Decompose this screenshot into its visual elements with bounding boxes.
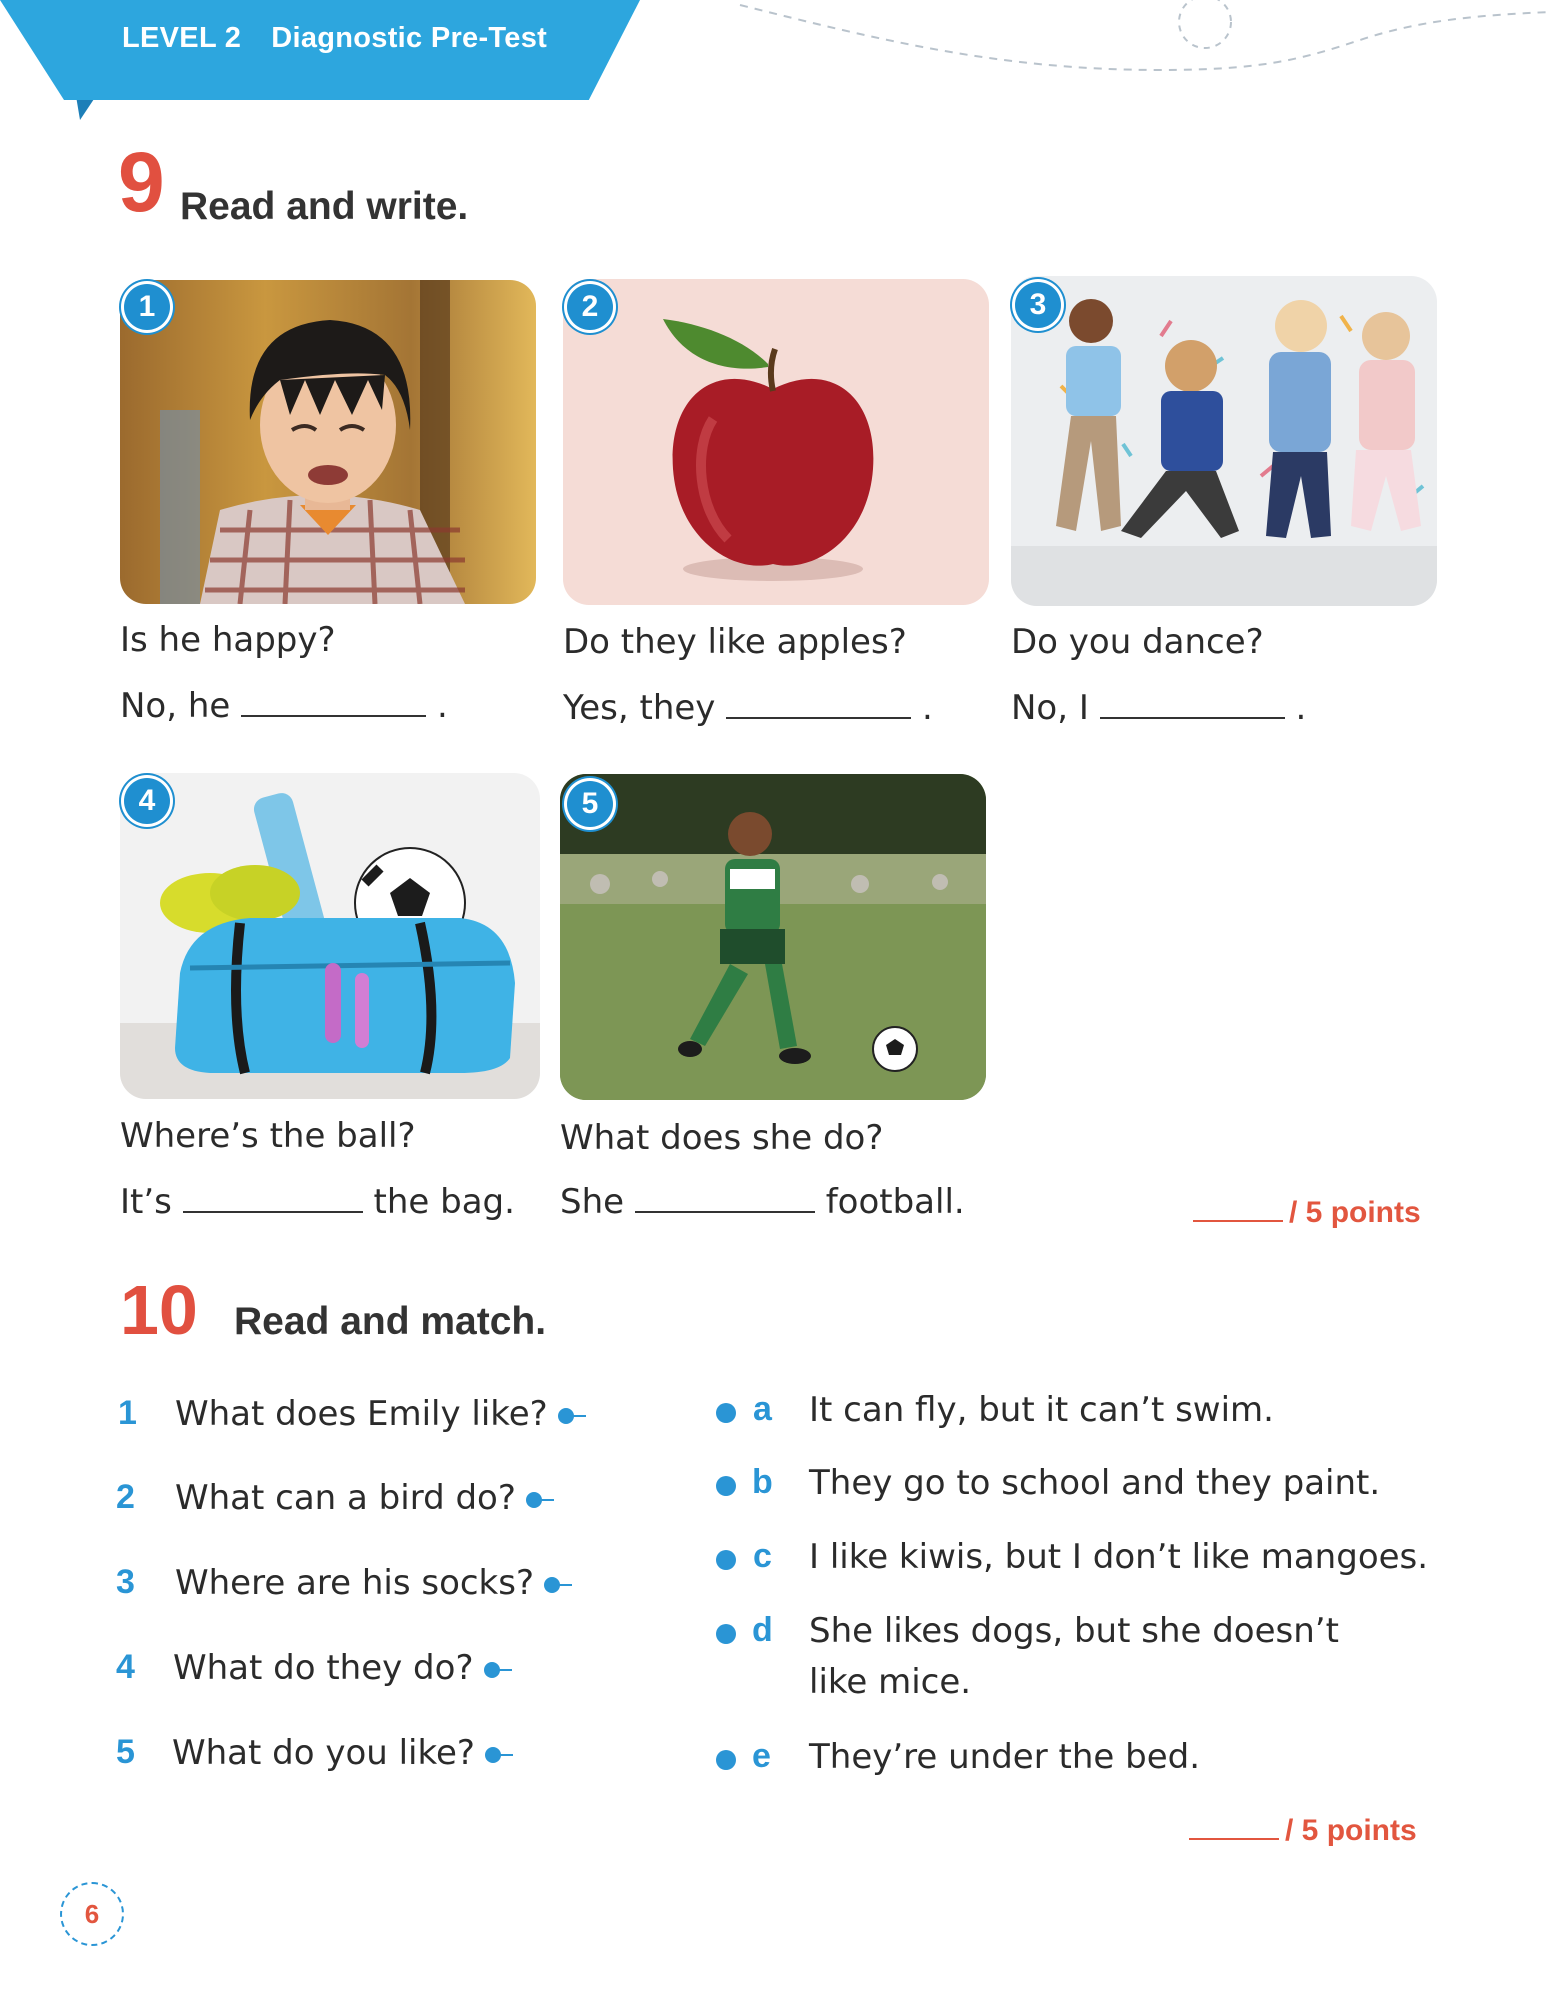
match-dot-5[interactable] [485, 1747, 501, 1763]
match-question-3-text: Where are his socks? [175, 1563, 535, 1603]
answer-3-start: No, I [1011, 688, 1089, 728]
answer-1-start: No, he [120, 686, 231, 726]
answer-3-end: . [1295, 688, 1307, 728]
match-question-number-4: 4 [116, 1648, 135, 1686]
match-answer-letter-e: e [752, 1737, 771, 1775]
match-answer-dot-c[interactable] [716, 1550, 736, 1570]
match-question-4-text: What do they do? [173, 1648, 474, 1688]
answer-1-blank[interactable] [241, 715, 426, 717]
item-badge-5: 5 [567, 781, 613, 827]
answer-line-4 [120, 1182, 515, 1222]
match-answer-letter-c: c [753, 1537, 772, 1575]
item-badge-2: 2 [567, 284, 613, 330]
match-question-1-text: What does Emily like? [175, 1394, 548, 1434]
answer-1-end: . [436, 686, 448, 726]
answer-2-start: Yes, they [563, 688, 716, 728]
section-9-score-blank[interactable] [1193, 1220, 1283, 1222]
question-4: Where’s the ball? [120, 1116, 416, 1156]
match-question-number-1: 1 [118, 1394, 137, 1432]
match-question-1 [175, 1394, 574, 1434]
level-label: LEVEL 2 [122, 22, 242, 54]
section-10-number: 10 [120, 1271, 198, 1349]
match-answer-e: They’re under the bed. [809, 1737, 1200, 1777]
match-dot-2[interactable] [526, 1492, 542, 1508]
match-question-2 [175, 1478, 542, 1518]
match-answer-d-line2: like mice. [809, 1662, 972, 1702]
answer-line-2 [563, 688, 933, 728]
photo-sports-bag [120, 773, 540, 1099]
match-answer-letter-d: d [752, 1611, 773, 1649]
match-answer-a: It can fly, but it can’t swim. [809, 1390, 1274, 1430]
header-text [122, 22, 547, 55]
item-badge-1: 1 [124, 284, 170, 330]
question-3: Do you dance? [1011, 622, 1264, 662]
answer-2-end: . [922, 688, 933, 728]
match-answer-dot-a[interactable] [716, 1403, 736, 1423]
photo-red-apple [563, 279, 989, 605]
match-question-number-3: 3 [116, 1563, 135, 1601]
match-question-number-2: 2 [116, 1478, 135, 1516]
answer-4-start: It’s [120, 1182, 172, 1222]
answer-2-blank[interactable] [726, 717, 911, 719]
item-badge-3: 3 [1015, 282, 1061, 328]
answer-4-end: the bag. [373, 1182, 515, 1222]
match-answer-letter-b: b [752, 1463, 773, 1501]
section-9-number: 9 [118, 135, 165, 229]
section-10-points-label: / 5 points [1285, 1814, 1417, 1847]
answer-3-blank[interactable] [1100, 717, 1285, 719]
match-answer-c: I like kiwis, but I don’t like mangoes. [809, 1537, 1429, 1577]
answer-4-blank[interactable] [183, 1211, 363, 1213]
section-9-points [1193, 1196, 1421, 1230]
decorative-dashed-line [700, 0, 1550, 90]
test-title: Diagnostic Pre-Test [271, 22, 548, 54]
answer-line-5 [560, 1182, 965, 1222]
match-question-5 [172, 1733, 501, 1773]
match-dot-4[interactable] [484, 1662, 500, 1678]
match-question-2-text: What can a bird do? [175, 1478, 516, 1518]
page-number-text: 6 [84, 1898, 100, 1929]
match-answer-dot-d[interactable] [716, 1624, 736, 1644]
photo-crying-boy [120, 280, 536, 604]
match-question-4 [173, 1648, 500, 1688]
section-10-score-blank[interactable] [1189, 1838, 1279, 1840]
match-question-number-5: 5 [116, 1733, 135, 1771]
question-5: What does she do? [560, 1118, 884, 1158]
page-number [60, 1882, 124, 1946]
answer-line-1 [120, 686, 448, 726]
question-2: Do they like apples? [563, 622, 907, 662]
answer-5-blank[interactable] [635, 1211, 815, 1213]
section-10-points [1189, 1814, 1417, 1848]
match-answer-d: She likes dogs, but she doesn’t [809, 1611, 1339, 1651]
photo-children-dancing [1011, 276, 1437, 606]
section-9-points-label: / 5 points [1289, 1196, 1421, 1229]
match-question-3 [175, 1563, 560, 1603]
section-9-title: Read and write. [180, 185, 469, 228]
match-answer-dot-e[interactable] [716, 1750, 736, 1770]
match-question-5-text: What do you like? [172, 1733, 475, 1773]
answer-5-end: football. [825, 1182, 965, 1222]
match-dot-1[interactable] [558, 1408, 574, 1424]
match-dot-3[interactable] [544, 1577, 560, 1593]
question-1: Is he happy? [120, 620, 336, 660]
answer-5-start: She [560, 1182, 625, 1222]
answer-line-3 [1011, 688, 1306, 728]
item-badge-4: 4 [124, 778, 170, 824]
match-answer-letter-a: a [753, 1390, 772, 1428]
match-answer-dot-b[interactable] [716, 1476, 736, 1496]
match-answer-b: They go to school and they paint. [809, 1463, 1381, 1503]
photo-girl-football [560, 774, 986, 1100]
section-10-title: Read and match. [234, 1300, 547, 1343]
